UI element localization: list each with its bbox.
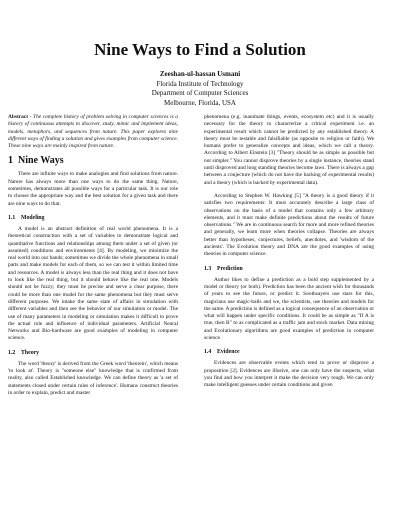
subsection-number: 1.4 (204, 349, 212, 356)
author-affiliation-2: Department of Computer Sciences (151, 89, 249, 98)
author-block (0, 70, 400, 108)
prediction-paragraph: Author likes to define a prediction as a bold step supplemented by a model or theory (or both). Prediction has been the ancient wish for thousands of years to see the future, or predict it. Soothsayers use stars for this, magicians use magic-balls and we, the scientists, use theories and models for the same. A prediction is defined as a logical consequence of an observation or what will happen under specific conditions. It could be as simple as "If A is true, then B" to as complicated as a traffic jam and stock market. Data mining and Evolutionary algorithms are good examples of prediction in computer science. (204, 276, 374, 342)
section-title: Nine Ways (18, 155, 64, 167)
author-affiliation-3: Melbourne, Florida, USA (164, 98, 236, 107)
subsection-title: Theory (21, 349, 40, 356)
theory-paragraph: The word 'theory' is derived from the Greek word 'theorein', which means 'to look at'. Theory is "someone else" knowledge that is confirmed from reality, also called Established knowledge. We can define theory as 'a set of statements closed under certain rules of inference'. Humans construct theories in order to explain, predict and master (8, 360, 178, 396)
paper-title: Nine Ways to Find a Solution (94, 40, 306, 59)
subsection-number: 1.1 (8, 214, 16, 221)
author-name: Zeeshan-ul-hassan Usmani (159, 70, 241, 78)
subsection-heading-1-4 (204, 348, 374, 356)
subsection-heading-1-3 (204, 265, 374, 273)
abstract (8, 114, 178, 150)
subsection-number: 1.2 (8, 349, 16, 356)
subsection-heading-1-2 (8, 349, 178, 357)
subsection-heading-1-1 (8, 214, 178, 222)
theory-paragraph-continued: phenomena (e.g. inanimate things, events, ecosystem etc) and it is usually necessary for the theory to characterize a critical experiment i.e. an experimental result which cannot be predicted by any established theory. A theory must be testable and falsifiable (as opposite to religion or faith). We humans prefer to generalize concepts and ideas, which we call a theory. According to Albert Einstein [3] "Theory should be as simple as possible but not simpler." You cannot disprove theories by a single instance, theories stand until disproved and long standing theories become laws. There is always a gap between a conjecture (which do not have the backing of experimental results) and a theory (which is backed by experimental data). (204, 114, 374, 186)
section-number: 1 (8, 155, 13, 167)
abstract-label: Abstract (8, 114, 29, 120)
author-affiliation-1: Florida Institute of Technology (156, 79, 244, 88)
left-column (8, 114, 178, 397)
hawking-paragraph: According to Stephen W. Hawking [5] "A theory is a good theory if it satisfies two requirements: It must accurately describe a large class of observations on the basis of a model that contains only a few arbitrary elements, and it must make definite predictions about the results of future observations." We are in continuous search for more and more refined theories and generally, we learn more when theories collapse. Theories are always better than hypotheses, conjectures, beliefs, anecdotes, and 'wisdom of the ancients'. The Evolution theory and DNA are the good examples of using theories in computer science. (204, 192, 374, 258)
abstract-text: - The complete history of problem solving in computer sciences is a history of continuous attempts to discover, study, mimic and implement ideas, models, metaphors, and sequences from nature. This paper explores nine different ways of finding a solution and gives examples from computer science. These nine ways are mainly inspired from nature. (8, 114, 178, 150)
evidence-paragraph: Evidences are observable events which tend to prove or disprove a proposition [2]. Evidences are illusive, one can only have the suspects, what you find and how you interpret it make the decision very tough. We can only make intelligent guesses under certain conditions and given (204, 360, 374, 389)
section-paragraph: There are infinite ways to make analogies and find solutions from nature. Nature has always more than one ways to do the same thing. Nature, sometimes, demonstrates all possible ways for a particular task. It is our role to choose the appropriate way and the best solution for a given task and there are nine ways to do that. (8, 171, 178, 207)
right-column (204, 114, 374, 390)
subsection-title: Modeling (21, 214, 45, 221)
subsection-title: Prediction (217, 265, 243, 272)
section-heading-1 (8, 155, 178, 167)
subsection-number: 1.3 (204, 265, 212, 272)
subsection-title: Evidence (217, 349, 240, 356)
modeling-paragraph: A model is an abstract definition of real world phenomena. It is a theoretical construction with a set of variables to demonstrate logical and quantitative functions and relationships among them under a set of given (or assumed) conditions and environments [4]. By modeling, we minimize the real world into our hands; sometimes we divide the whole phenomena in small parts and make models for each of them, so we can test it within limited time and resources. A model is always less than the real thing and it does not have to look like the real thing, but it should behave like the real one. Models should not be fuzzy; they must be precise and serve a clear purpose, there could be more than one model for the same phenomena but they must serve different purposes. We intake the same state of affairs in simulation with different variables and then see the behavior of our simulation or model. The use of many parameters in modeling or simulation makes it difficult to prove the actual role and influence of individual parameters. Artificial Neural Networks and Bio-hardware are good examples of modeling in computer science. (8, 225, 178, 342)
